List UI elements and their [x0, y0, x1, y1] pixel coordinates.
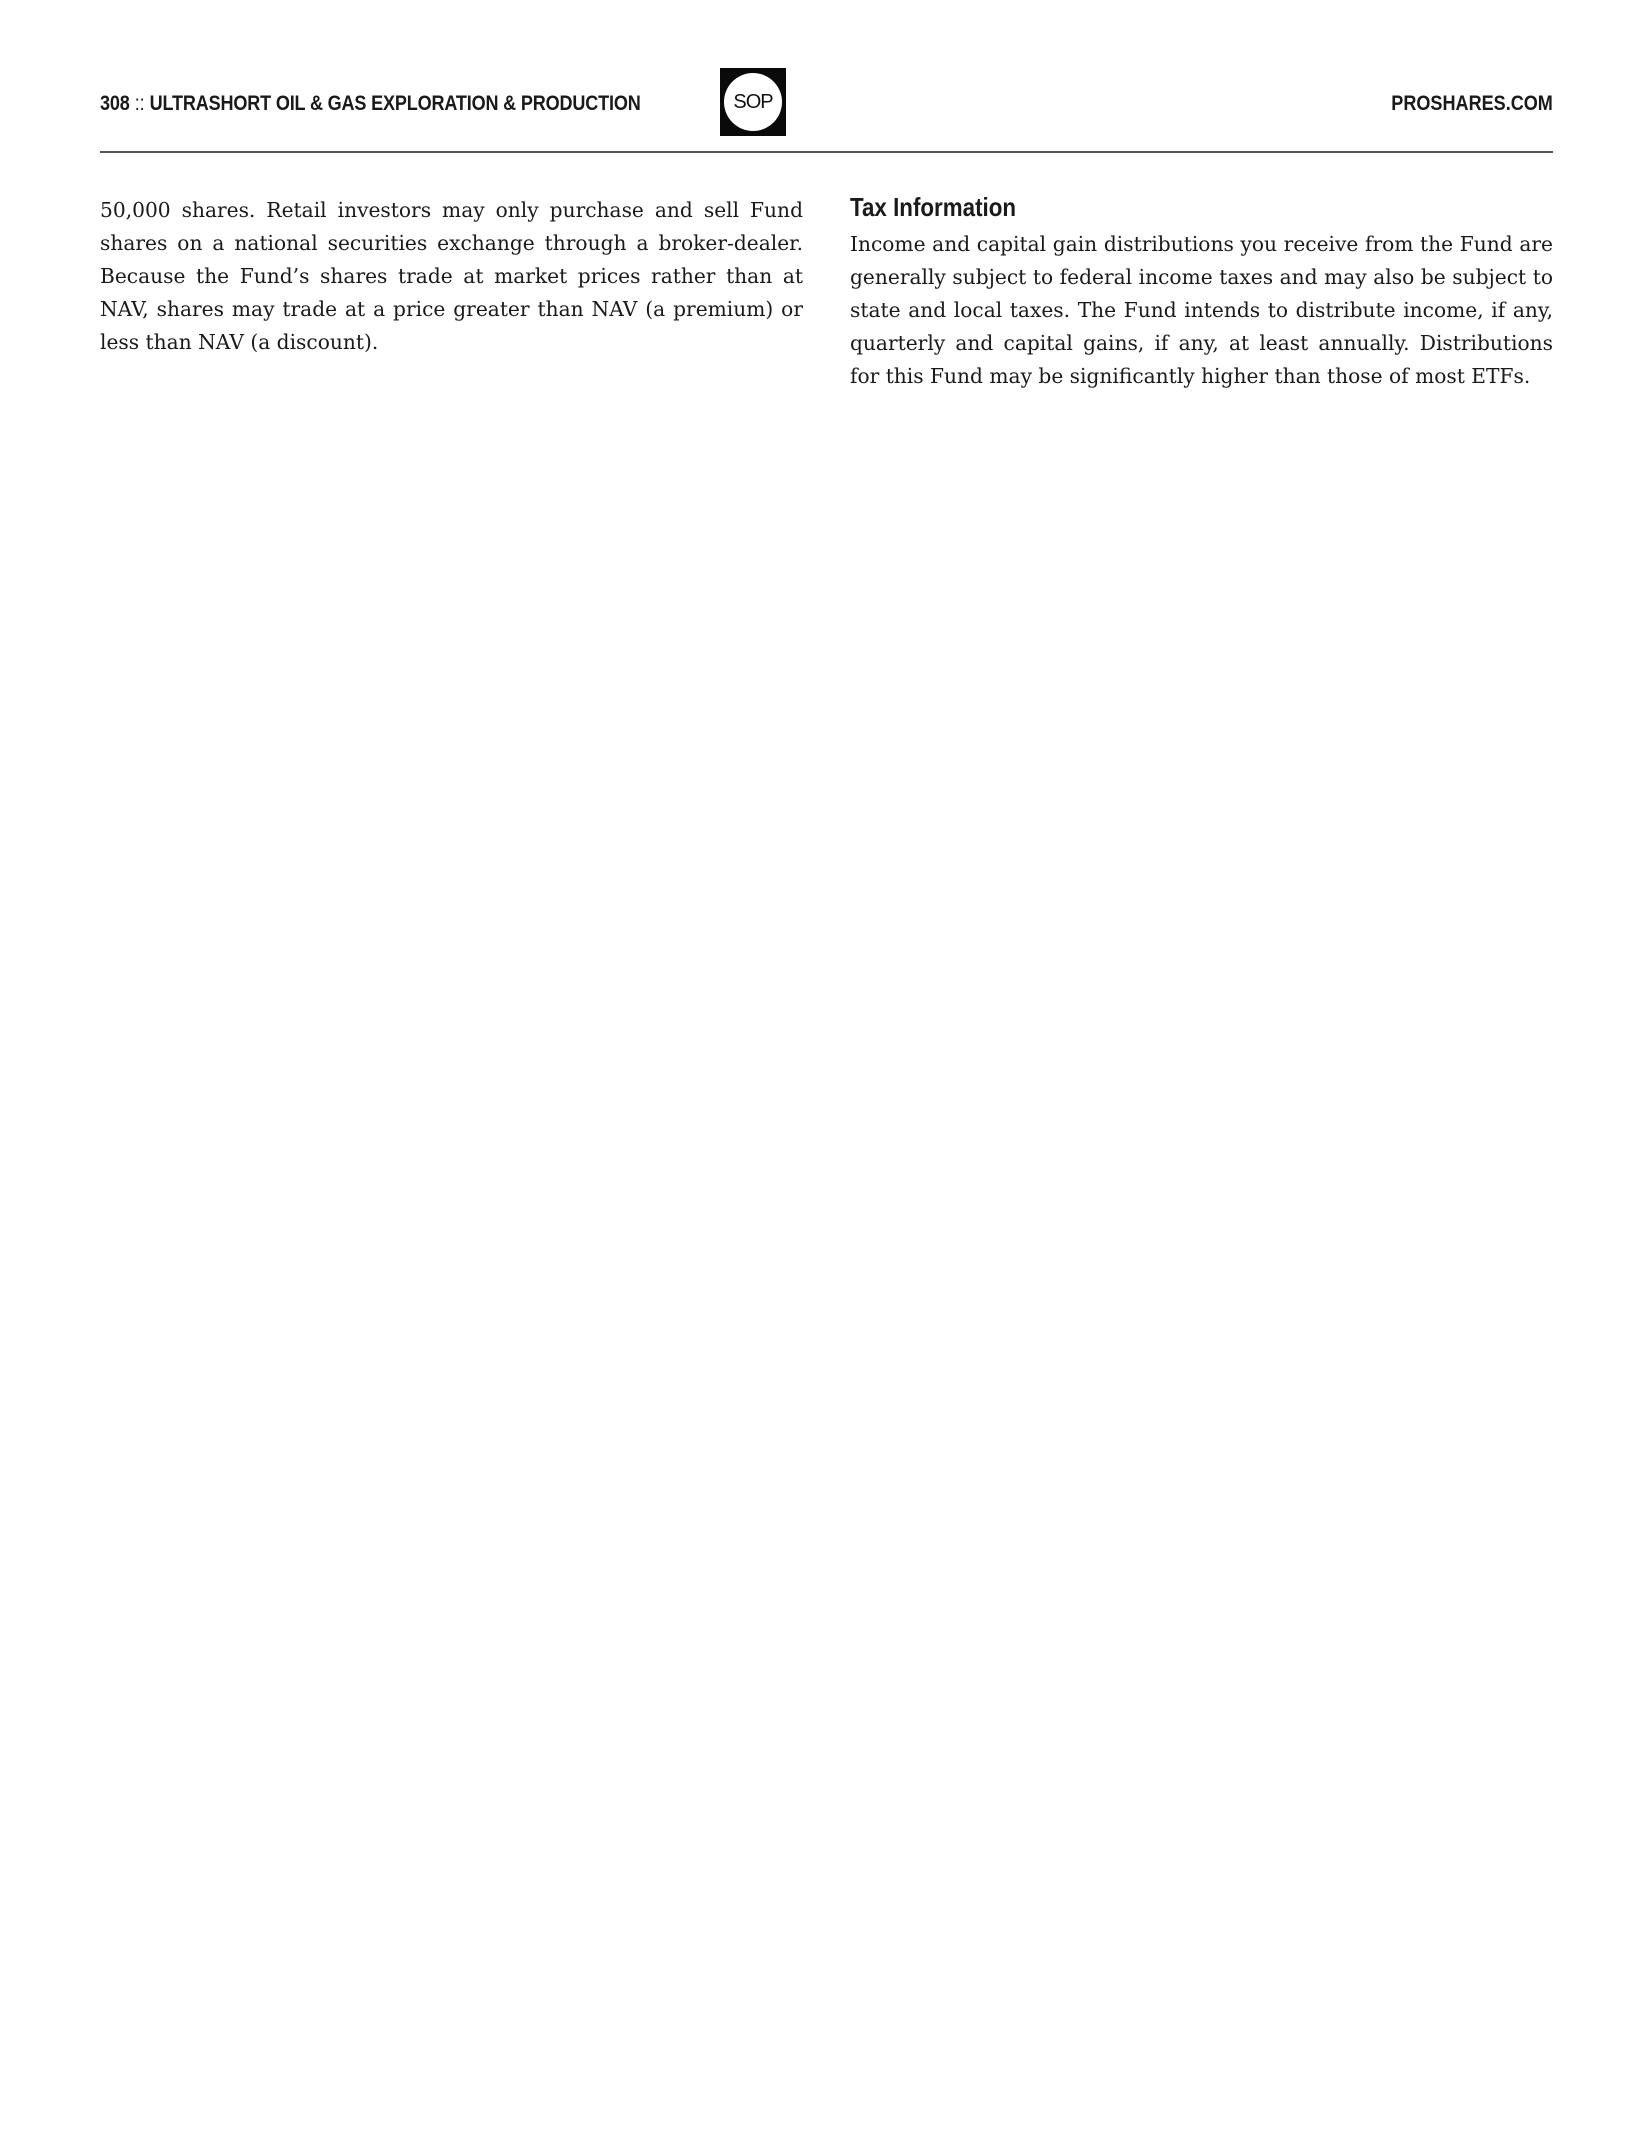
fund-title: ULTRASHORT OIL & GAS EXPLORATION & PRODUCTION	[149, 92, 641, 115]
website-label: PROSHARES.COM	[1391, 92, 1553, 115]
page-number: 308	[100, 92, 130, 115]
ticker-symbol: SOP	[724, 73, 782, 131]
tax-information-heading: Tax Information	[850, 192, 1017, 222]
right-column	[850, 194, 1553, 393]
header-title-group	[100, 92, 641, 116]
page-header	[100, 68, 1553, 138]
header-divider	[100, 151, 1553, 153]
left-column	[100, 194, 803, 359]
ticker-badge	[720, 68, 786, 136]
shares-paragraph: 50,000 shares. Retail investors may only purchase and sell Fund shares on a national securities exchange through a broker-dealer. Because the Fund’s shares trade at market prices rather than at NAV, shares may trade at a price greater than NAV (a premium) or less than NAV (a discount).	[100, 198, 803, 354]
header-separator: ::	[134, 92, 145, 115]
tax-information-paragraph: Income and capital gain distributions you receive from the Fund are generally subject to federal income taxes and may also be subject to state and local taxes. The Fund intends to distribute income, if any, quarterly and capital gains, if any, at least annually. Distributions for this Fund may be significantly higher than those of most ETFs.	[850, 232, 1553, 388]
